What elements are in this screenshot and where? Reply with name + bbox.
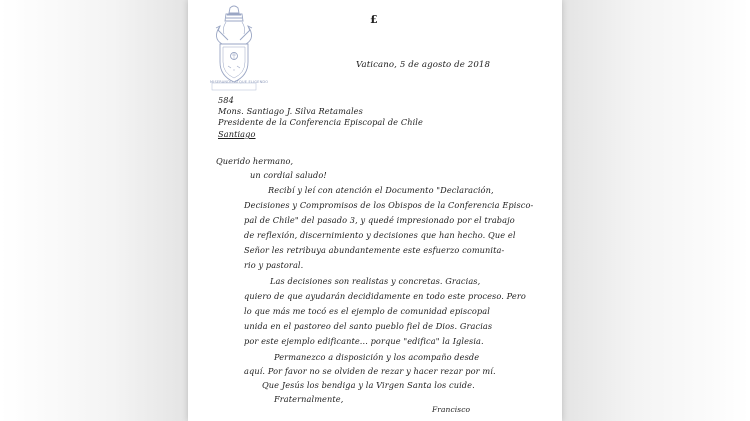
body-line: unida en el pastoreo del santo pueblo fiel de Dios. Gracias (244, 321, 493, 331)
body-line: Decisiones y Compromisos de los Obispos de la Conferencia Episco- (244, 200, 534, 210)
body-line: de reflexión, discernimiento y decisiones que han hecho. Que el (244, 230, 516, 240)
body-line: pal de Chile" del pasado 3, y quedé impresionado por el trabajo (244, 215, 515, 225)
body-line: Recibí y leí con atención el Documento "Declaración, (268, 185, 494, 195)
body-line: quiero de que ayudarán decididamente en todo este proceso. Pero (244, 291, 526, 301)
body-line: aquí. Por favor no se olviden de rezar y hacer rezar por mí. (244, 366, 496, 376)
place-and-date: Vaticano, 5 de agosto de 2018 (356, 60, 491, 70)
papal-coat-of-arms-icon (206, 4, 269, 92)
right-margin-background (562, 0, 750, 421)
closing: Fraternalmente, (274, 394, 344, 404)
body-line: rio y pastoral. (244, 260, 304, 270)
body-line: por este ejemplo edificante... porque "edifica" la Iglesia. (244, 336, 484, 346)
letter-page (188, 0, 562, 421)
body-line: Señor les retribuya abundantemente este esfuerzo comunita- (244, 245, 505, 255)
body-line: Que Jesús los bendiga y la Virgen Santa los cuide. (262, 380, 475, 390)
signature: Francisco (432, 405, 471, 414)
recipient-city: Santiago (218, 129, 256, 139)
body-line: Las decisiones son realistas y concretas. Gracias, (270, 276, 481, 286)
top-cross-mark: £ (370, 13, 378, 26)
body-line: Permanezco a disposición y los acompaño desde (274, 352, 480, 362)
reference-number: 584 (218, 95, 234, 105)
coat-of-arms-motto: MISERANDO ATQUE ELIGENDO (210, 80, 269, 84)
left-margin-background (0, 0, 188, 421)
recipient-name: Mons. Santiago J. Silva Retamales (218, 106, 363, 116)
body-line: lo que más me tocó es el ejemplo de comunidad episcopal (244, 306, 490, 316)
recipient-role: Presidente de la Conferencia Episcopal de Chile (218, 117, 423, 127)
salutation: Querido hermano, (216, 156, 294, 166)
body-line: un cordial saludo! (250, 170, 327, 180)
